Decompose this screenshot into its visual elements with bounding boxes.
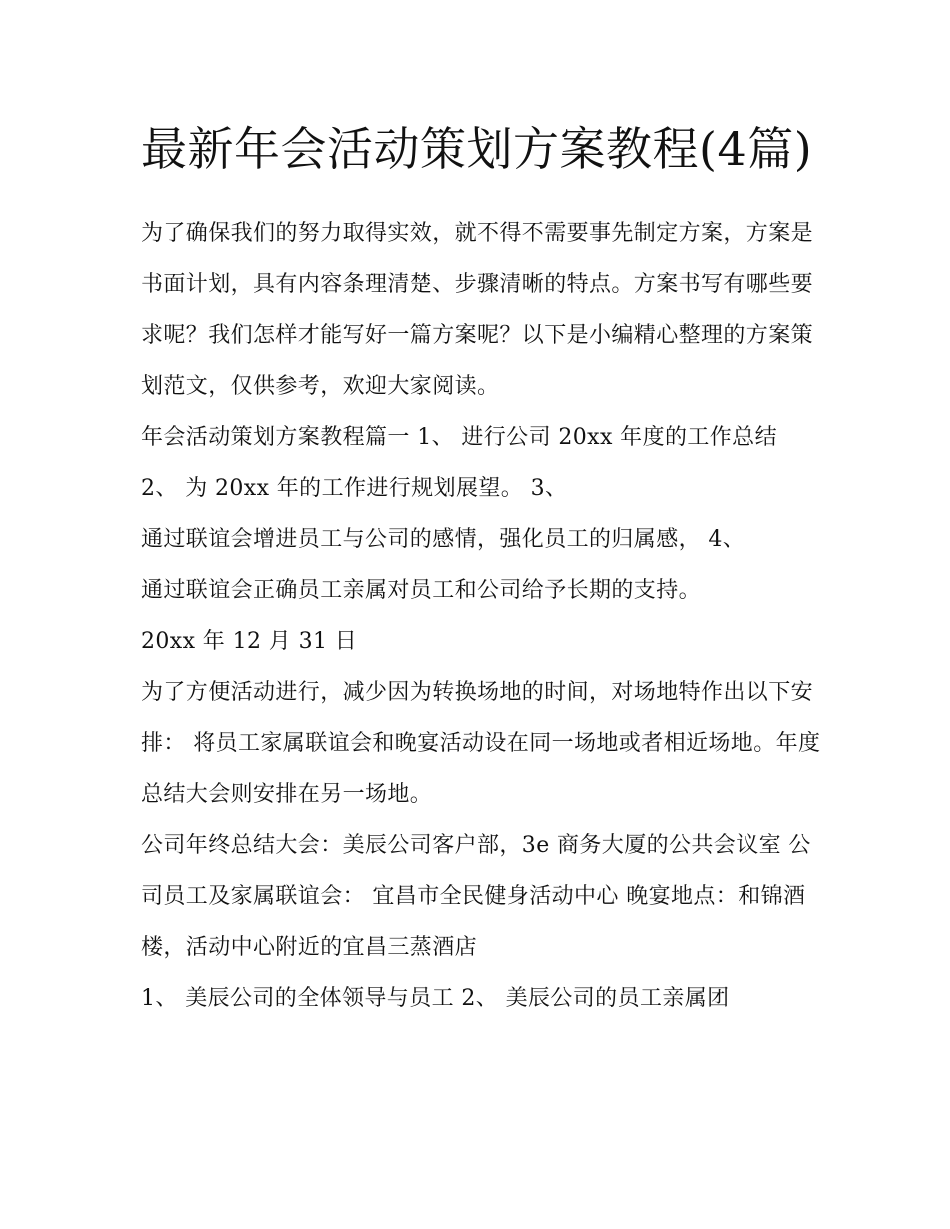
paragraph-goal-4: 通过联谊会正确员工亲属对员工和公司给予长期的支持。 xyxy=(141,578,702,603)
paragraph-date: 20xx 年 12 月 31 日 xyxy=(141,629,358,654)
document-body xyxy=(141,112,821,1024)
document-title: 最新年会活动策划方案教程(4篇) xyxy=(141,122,813,176)
paragraph-venue-arrangement: 为了方便活动进行，减少因为转换场地的时间，对场地特作出以下安排： 将员工家属联谊会和晚宴活动设在同一场地或者相近场地。年度总结大会则安排在另一场地。 xyxy=(141,680,821,807)
paragraph-goal-3: 通过联谊会增进员工与公司的感情，强化员工的归属感， 4、 xyxy=(141,527,746,552)
paragraph-participants: 1、 美辰公司的全体领导与员工 2、 美辰公司的员工亲属团 xyxy=(141,986,730,1011)
intro-paragraph: 为了确保我们的努力取得实效，就不得不需要事先制定方案，方案是书面计划，具有内容条理清楚、步骤清晰的特点。方案书写有哪些要求呢？我们怎样才能写好一篇方案呢？以下是小编精心整理的方案策划范文，仅供参考，欢迎大家阅读。 xyxy=(141,221,814,399)
paragraph-venues: 公司年终总结大会：美辰公司客户部，3e 商务大厦的公共会议室 公司员工及家属联谊会： 宜昌市全民健身活动中心 晚宴地点：和锦酒楼，活动中心附近的宜昌三蒸酒店 xyxy=(141,833,811,960)
paragraph-goals: 年会活动策划方案教程篇一 1、 进行公司 20xx 年度的工作总结 2、 为 20xx 年的工作进行规划展望。 3、 xyxy=(141,425,777,501)
